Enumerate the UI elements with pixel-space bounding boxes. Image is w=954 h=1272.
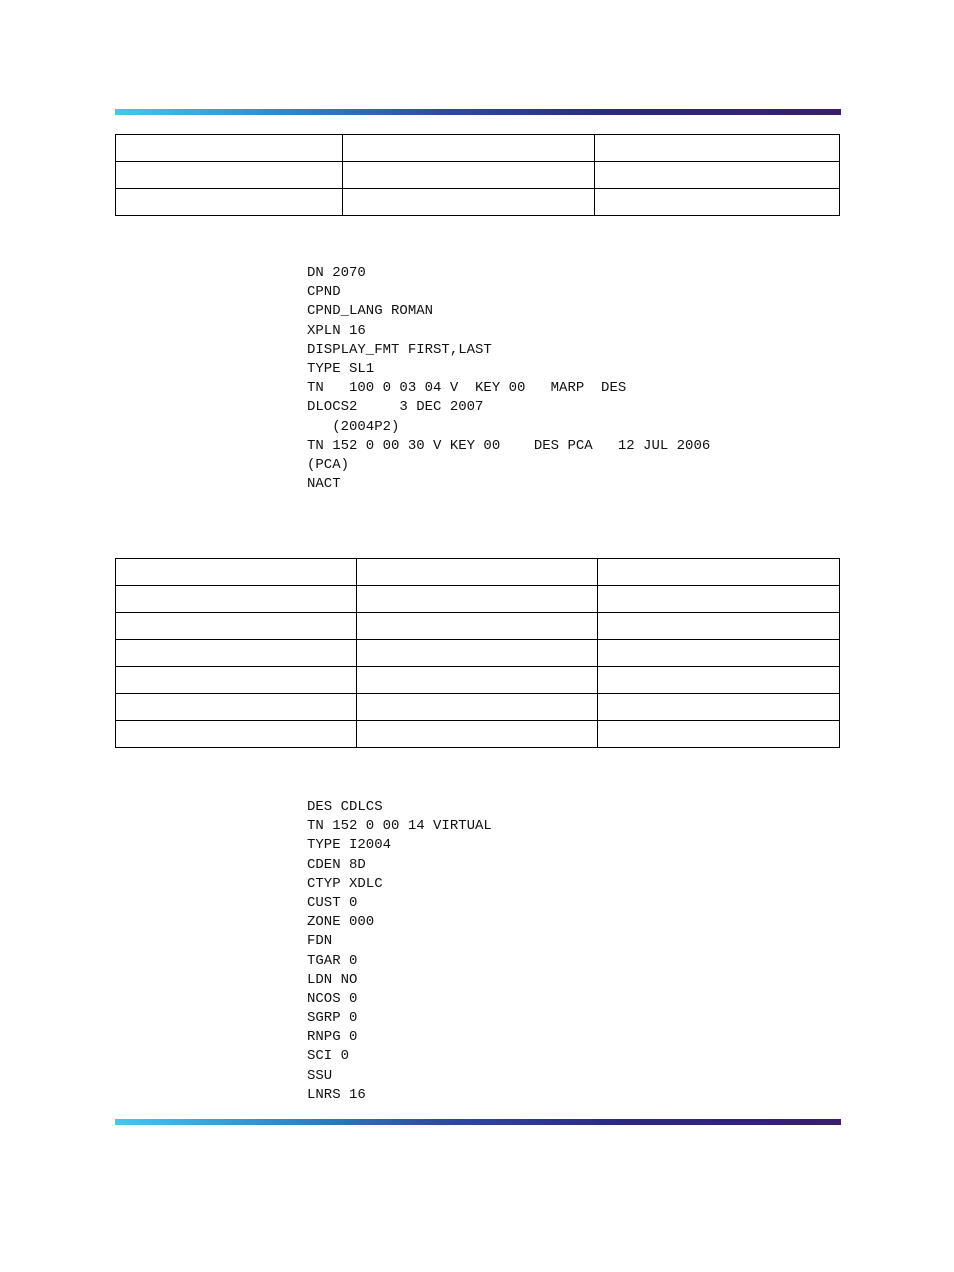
code-line: TN 152 0 00 30 V KEY 00 DES PCA 12 JUL 2006 bbox=[307, 437, 711, 454]
code-line: NACT bbox=[307, 476, 341, 493]
table-row bbox=[116, 694, 840, 721]
table-cell bbox=[598, 559, 840, 586]
table-row bbox=[116, 667, 840, 694]
code-block-dn-2070 bbox=[307, 264, 710, 494]
code-line: RNPG 0 bbox=[307, 1029, 358, 1046]
table-cell bbox=[598, 640, 840, 667]
code-line: CDEN 8D bbox=[307, 856, 366, 873]
table-cell bbox=[598, 586, 840, 613]
code-line: DISPLAY_FMT FIRST,LAST bbox=[307, 341, 492, 358]
code-line: LDN NO bbox=[307, 971, 358, 988]
table-row bbox=[116, 162, 840, 189]
table-row bbox=[116, 559, 840, 586]
code-line: NCOS 0 bbox=[307, 990, 358, 1007]
table-cell bbox=[357, 613, 598, 640]
table-cell bbox=[595, 189, 840, 216]
table-cell bbox=[116, 162, 343, 189]
table-cell bbox=[357, 667, 598, 694]
code-line: (2004P2) bbox=[307, 418, 400, 435]
code-line: FDN bbox=[307, 933, 333, 950]
table-2 bbox=[115, 558, 840, 748]
code-line: TYPE SL1 bbox=[307, 360, 375, 377]
code-line: CUST 0 bbox=[307, 894, 358, 911]
table-cell bbox=[343, 162, 595, 189]
code-line: SGRP 0 bbox=[307, 1010, 358, 1027]
code-line: XPLN 16 bbox=[307, 322, 366, 339]
table-row bbox=[116, 721, 840, 748]
code-line: DES CDLCS bbox=[307, 799, 383, 815]
table-row bbox=[116, 586, 840, 613]
table-1 bbox=[115, 134, 840, 216]
table-cell bbox=[343, 189, 595, 216]
table-cell bbox=[598, 667, 840, 694]
code-line: TGAR 0 bbox=[307, 952, 358, 969]
code-line: ZONE 000 bbox=[307, 914, 375, 931]
code-line: CPND bbox=[307, 284, 341, 301]
table-row bbox=[116, 613, 840, 640]
table-cell bbox=[357, 721, 598, 748]
code-line: DLOCS2 3 DEC 2007 bbox=[307, 399, 484, 416]
table-cell bbox=[116, 189, 343, 216]
table-cell bbox=[116, 667, 357, 694]
table-cell bbox=[598, 613, 840, 640]
header-gradient-rule bbox=[115, 109, 841, 115]
footer-gradient-rule bbox=[115, 1119, 841, 1125]
table-row bbox=[116, 640, 840, 667]
table-cell bbox=[595, 135, 840, 162]
code-line: SSU bbox=[307, 1067, 333, 1084]
table-cell bbox=[598, 721, 840, 748]
code-block-des-cdlcs bbox=[307, 798, 492, 1105]
code-line: (PCA) bbox=[307, 456, 350, 473]
code-line: TN 152 0 00 14 VIRTUAL bbox=[307, 818, 492, 835]
code-line: TN 100 0 03 04 V KEY 00 MARP DES bbox=[307, 380, 627, 397]
table-cell bbox=[343, 135, 595, 162]
table-cell bbox=[357, 640, 598, 667]
table-cell bbox=[116, 613, 357, 640]
table-cell bbox=[357, 586, 598, 613]
table-cell bbox=[598, 694, 840, 721]
table-cell bbox=[595, 162, 840, 189]
code-line: LNRS 16 bbox=[307, 1086, 366, 1103]
table-cell bbox=[116, 586, 357, 613]
table-row bbox=[116, 135, 840, 162]
table-cell bbox=[357, 559, 598, 586]
table-cell bbox=[116, 694, 357, 721]
table-cell bbox=[116, 721, 357, 748]
table-row bbox=[116, 189, 840, 216]
code-line: SCI 0 bbox=[307, 1048, 350, 1065]
table-cell bbox=[116, 135, 343, 162]
code-line: CPND_LANG ROMAN bbox=[307, 303, 434, 320]
table-cell bbox=[116, 559, 357, 586]
code-line: DN 2070 bbox=[307, 265, 366, 281]
code-line: CTYP XDLC bbox=[307, 875, 383, 892]
code-line: TYPE I2004 bbox=[307, 837, 392, 854]
table-cell bbox=[357, 694, 598, 721]
table-cell bbox=[116, 640, 357, 667]
